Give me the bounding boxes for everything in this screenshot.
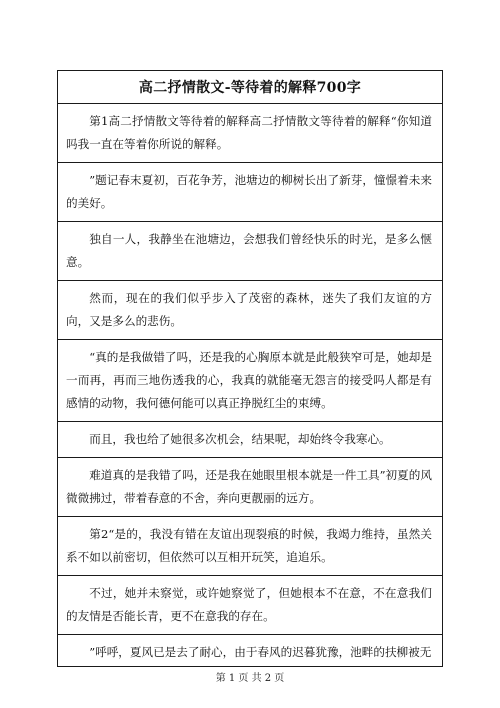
paragraph-2: ”题记春末夏初，百花争芳，池塘边的柳树长出了新芽，憧憬着未来的美好。 — [58, 163, 442, 222]
paragraph-7: 难道真的是我错了吗，还是我在她眼里根本就是一件工具”初夏的风微微拂过，带着春意的不舍，奔向更靓丽的远方。 — [58, 458, 442, 517]
document-title: 高二抒情散文-等待着的解释700字 — [58, 71, 442, 104]
paragraph-3: 独自一人，我静坐在池塘边，会想我们曾经快乐的时光，是多么惬意。 — [58, 222, 442, 281]
paragraph-1: 第1高二抒情散文等待着的解释高二抒情散文等待着的解释“你知道吗我一直在等着你所说的解释。 — [58, 104, 442, 163]
paragraph-8: 第2“是的，我没有错在友谊出现裂痕的时候，我竭力维持，虽然关系不如以前密切，但依然可以互相开玩笑，追追乐。 — [58, 517, 442, 576]
page-indicator: 第 1 页 共 2 页 — [215, 673, 285, 684]
paragraph-10: ”呼呼，夏风已是去了耐心，由于春风的迟暮犹豫，池畔的扶柳被无 — [89, 645, 432, 659]
paragraph-6: 而且，我也给了她很多次机会，结果呢，却始终令我寒心。 — [58, 422, 442, 458]
paragraph-5: “真的是我做错了吗，还是我的心胸原本就是此般狭窄可是，她却是一而再，再而三地伤透我的心，我真的就能毫无怨言的接受吗人都是有感情的动物，我何德何能可以真正挣脱红尘的束缚。 — [58, 340, 442, 422]
paragraph-4: 然而，现在的我们似乎步入了茂密的森林，迷失了我们友谊的方向，又是多么的悲伤。 — [58, 281, 442, 340]
document-table — [57, 70, 443, 667]
paragraph-9: 不过，她并未察觉，或许她察觉了，但她根本不在意，不在意我们的友情是否能长青，更不在意我的存在。 — [58, 576, 442, 635]
